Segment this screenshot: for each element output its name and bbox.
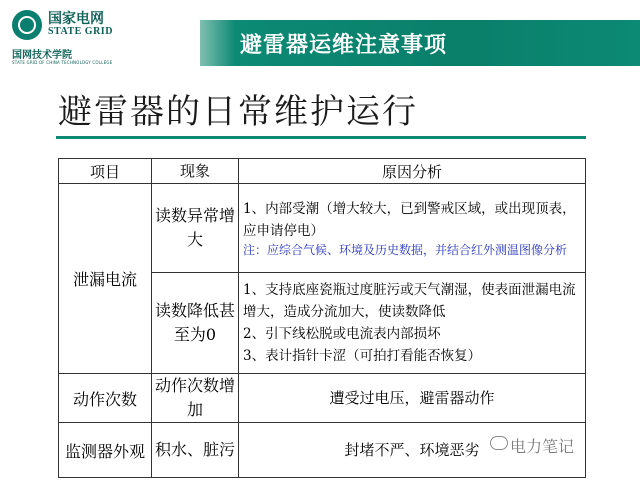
header-phenomenon: 现象 — [152, 159, 239, 184]
cause-note: 注：应综合气候、环境及历史数据，并结合红外测温图像分析 — [243, 242, 568, 257]
header-item: 项目 — [59, 159, 152, 184]
wechat-icon — [490, 436, 508, 450]
table-row — [59, 374, 586, 423]
state-grid-logo — [8, 6, 188, 70]
table-row — [59, 423, 586, 478]
state-grid-emblem-icon — [12, 10, 42, 40]
title-divider — [56, 136, 586, 139]
item-cell: 泄漏电流 — [59, 184, 152, 374]
cause-cell: 遭受过电压，避雷器动作 — [239, 374, 586, 423]
cause-text: 3、表计指针卡涩（可拍打看能否恢复） — [243, 348, 482, 364]
logo-en-text: STATE GRID — [48, 26, 113, 37]
table-header-row — [59, 159, 586, 184]
phenomenon-cell: 动作次数增加 — [152, 374, 239, 423]
title-banner — [200, 20, 640, 66]
cause-cell — [239, 273, 586, 374]
phenomenon-cell: 读数降低甚至为0 — [152, 273, 239, 374]
header — [0, 0, 640, 76]
college-name: 国网技术学院 — [12, 50, 72, 61]
cause-text: 1、内部受潮（增大较大，已到警戒区域，或出现顶表，应申请停电） — [243, 200, 576, 239]
cause-cell: 封堵不严、环境恶劣 — [239, 423, 586, 478]
item-cell: 监测器外观 — [59, 423, 152, 478]
logo-cn-text: 国家电网 — [48, 11, 104, 27]
item-cell: 动作次数 — [59, 374, 152, 423]
phenomenon-cell: 读数异常增大 — [152, 184, 239, 273]
college-name-en: STATE GRID OF CHINA TECHNOLOGY COLLEGE — [12, 60, 113, 65]
header-cause: 原因分析 — [239, 159, 586, 184]
cause-text: 2、引下线松脱或电流表内部损坏 — [243, 326, 441, 342]
watermark: 电力笔记 — [510, 437, 575, 456]
cause-text: 1、支持底座瓷瓶过度脏污或天气潮湿，使表面泄漏电流增大，造成分流加大，使读数降低 — [243, 282, 576, 320]
cause-cell — [239, 184, 586, 273]
banner-title: 避雷器运维注意事项 — [240, 33, 448, 58]
table-row — [59, 184, 586, 273]
phenomenon-cell: 积水、脏污 — [152, 423, 239, 478]
page-title: 避雷器的日常维护运行 — [58, 92, 418, 132]
maintenance-table — [58, 158, 586, 478]
